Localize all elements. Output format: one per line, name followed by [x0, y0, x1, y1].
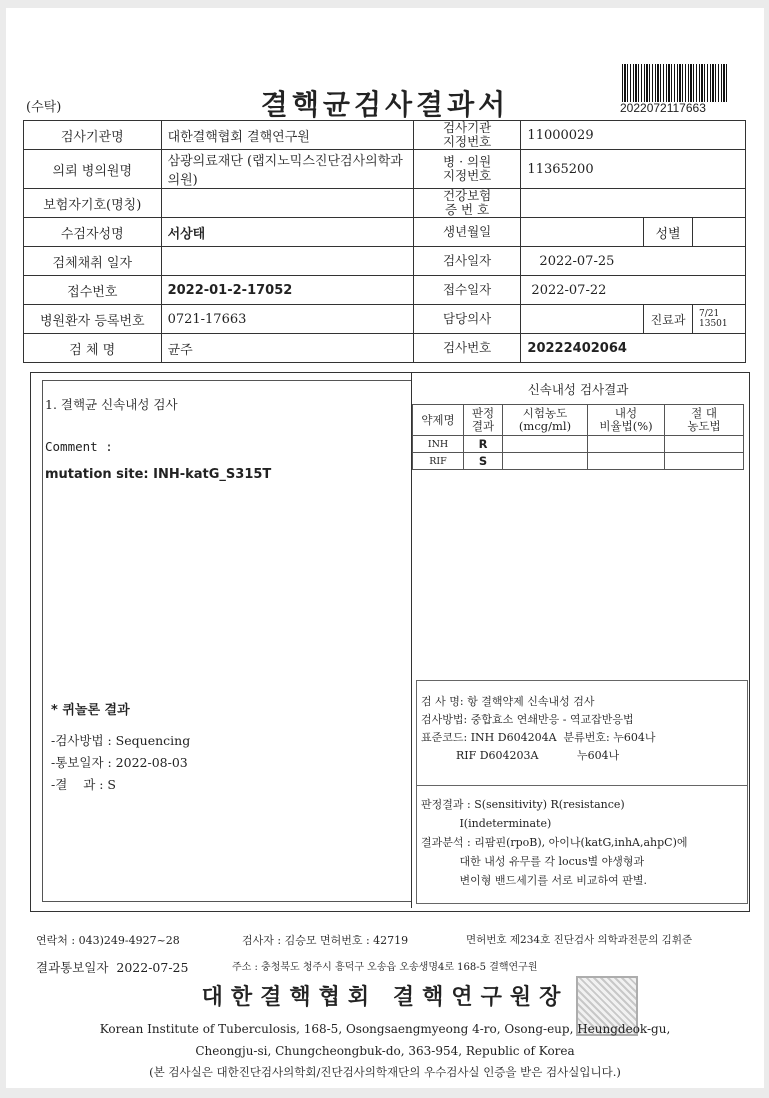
field-value: 2022-07-25	[521, 247, 746, 276]
table-cell	[665, 436, 744, 453]
field-label: 접수번호	[24, 276, 162, 305]
patient-info-table	[23, 120, 746, 363]
table-cell	[588, 436, 665, 453]
field-label: 검사일자	[413, 247, 521, 276]
field-label: 진료과	[644, 305, 693, 334]
column-header: 시험농도 (mcg/ml)	[503, 405, 588, 436]
comment-label: Comment :	[45, 439, 113, 454]
address: 주소 : 충청북도 청주시 흥덕구 오송읍 오송생명4로 168-5 결핵연구원	[232, 962, 538, 973]
judgement: S	[464, 453, 503, 470]
column-header: 판정 결과	[464, 405, 503, 436]
field-value	[161, 189, 413, 218]
patient-name: 서상태	[161, 218, 413, 247]
table-cell	[665, 453, 744, 470]
field-label: 건강보험 증 번 호	[413, 189, 521, 218]
field-label: 생년월일	[413, 218, 521, 247]
field-value: 11365200	[521, 150, 746, 189]
field-value	[521, 305, 644, 334]
quinolone-date: -통보일자 : 2022-08-03	[51, 755, 188, 770]
field-label: 접수일자	[413, 276, 521, 305]
result-table-title: 신속내성 검사결과	[527, 382, 629, 397]
barcode	[622, 64, 728, 102]
field-value: 삼광의료재단 (랩지노믹스진단검사의학과의원)	[161, 150, 413, 189]
certification-note: (본 검사실은 대한진단검사의학회/진단검사의학재단의 우수검사실 인증을 받은 검사실입니다.)	[149, 1065, 621, 1079]
judgement-lines: 판정결과 : S(sensitivity) R(resistance) I(indeterminate) 결과분석 : 리팜핀(rpoB), 아이나(katG,inhA,ahpC)에 대한 내성 유무를 각 locus별 야생형과 변이형 밴드세기를 서로 비교하여 판별.	[421, 798, 688, 887]
consignment-label: (수탁)	[26, 100, 62, 115]
test-info-box	[416, 680, 748, 904]
field-label: 수검자성명	[24, 218, 162, 247]
report-date: 결과통보일자 2022-07-25	[36, 960, 189, 975]
table-row	[24, 334, 746, 363]
field-label: 성별	[644, 218, 693, 247]
resistance-result-table	[412, 404, 744, 470]
field-label: 검 체 명	[24, 334, 162, 363]
report-page	[6, 8, 764, 1088]
organization-name: 대한결핵협회 결핵연구원장	[201, 985, 569, 1010]
test-number: 20222402064	[521, 334, 746, 363]
mutation-site: mutation site: INH-katG_S315T	[45, 467, 272, 482]
table-row	[413, 436, 744, 453]
tester: 검사자 : 김승모 면허번호 : 42719	[242, 934, 409, 947]
english-address-2: Cheongju-si, Chungcheongbuk-do, 363-954, Republic of Korea	[195, 1044, 575, 1058]
field-value	[161, 247, 413, 276]
column-header: 약제명	[413, 405, 464, 436]
quinolone-result: -결 과 : S	[51, 777, 116, 792]
field-label: 검사번호	[413, 334, 521, 363]
table-row	[24, 305, 746, 334]
quinolone-title: * 퀴놀론 결과	[51, 703, 130, 718]
table-cell	[503, 436, 588, 453]
field-label: 병원환자 등록번호	[24, 305, 162, 334]
judgement: R	[464, 436, 503, 453]
barcode-number: 2022072117663	[620, 101, 706, 115]
quinolone-method: -검사방법 : Sequencing	[51, 733, 191, 748]
left-panel	[42, 380, 412, 902]
divider	[417, 785, 747, 786]
receipt-number: 2022-01-2-17052	[161, 276, 413, 305]
table-row	[24, 121, 746, 150]
field-value: 0721-17663	[161, 305, 413, 334]
table-row	[413, 453, 744, 470]
table-row	[24, 218, 746, 247]
table-row	[24, 189, 746, 218]
table-cell	[503, 453, 588, 470]
field-value: 7/21 13501	[693, 305, 746, 334]
field-label: 담당의사	[413, 305, 521, 334]
table-row	[24, 276, 746, 305]
field-label: 검사기관명	[24, 121, 162, 150]
table-cell	[588, 453, 665, 470]
doctor-license: 면허번호 제234호 진단검사 의학과전문의 김휘준	[466, 934, 693, 946]
test-title: 1. 결핵균 신속내성 검사	[45, 397, 178, 412]
report-title: 결핵균검사결과서	[260, 88, 510, 121]
field-value: 균주	[161, 334, 413, 363]
drug-name: RIF	[413, 453, 464, 470]
field-label: 병 · 의원 지정번호	[413, 150, 521, 189]
column-header: 절 대 농도법	[665, 405, 744, 436]
field-label: 의뢰 병의원명	[24, 150, 162, 189]
column-header: 내성 비율법(%)	[588, 405, 665, 436]
contact: 연락처 : 043)249-4927~28	[36, 934, 180, 947]
field-value	[521, 218, 644, 247]
table-row	[24, 247, 746, 276]
test-info-lines: 검 사 명: 항 결핵약제 신속내성 검사 검사방법: 중합효소 연쇄반응 - 역교잡반응법 표준코드: INH D604204A 분류번호: 누604나 RIF D604203A 누604나	[421, 695, 656, 762]
drug-name: INH	[413, 436, 464, 453]
field-value: 2022-07-22	[521, 276, 746, 305]
field-label: 검사기관 지정번호	[413, 121, 521, 150]
table-header-row	[413, 405, 744, 436]
field-value	[693, 218, 746, 247]
field-value: 대한결핵협회 결핵연구원	[161, 121, 413, 150]
field-label: 검체채취 일자	[24, 247, 162, 276]
field-label: 보험자기호(명칭)	[24, 189, 162, 218]
table-row	[24, 150, 746, 189]
field-value	[521, 189, 746, 218]
field-value: 11000029	[521, 121, 746, 150]
english-address-1: Korean Institute of Tuberculosis, 168-5, Osongsaengmyeong 4-ro, Osong-eup, Heungdeok-gu,	[99, 1022, 671, 1036]
